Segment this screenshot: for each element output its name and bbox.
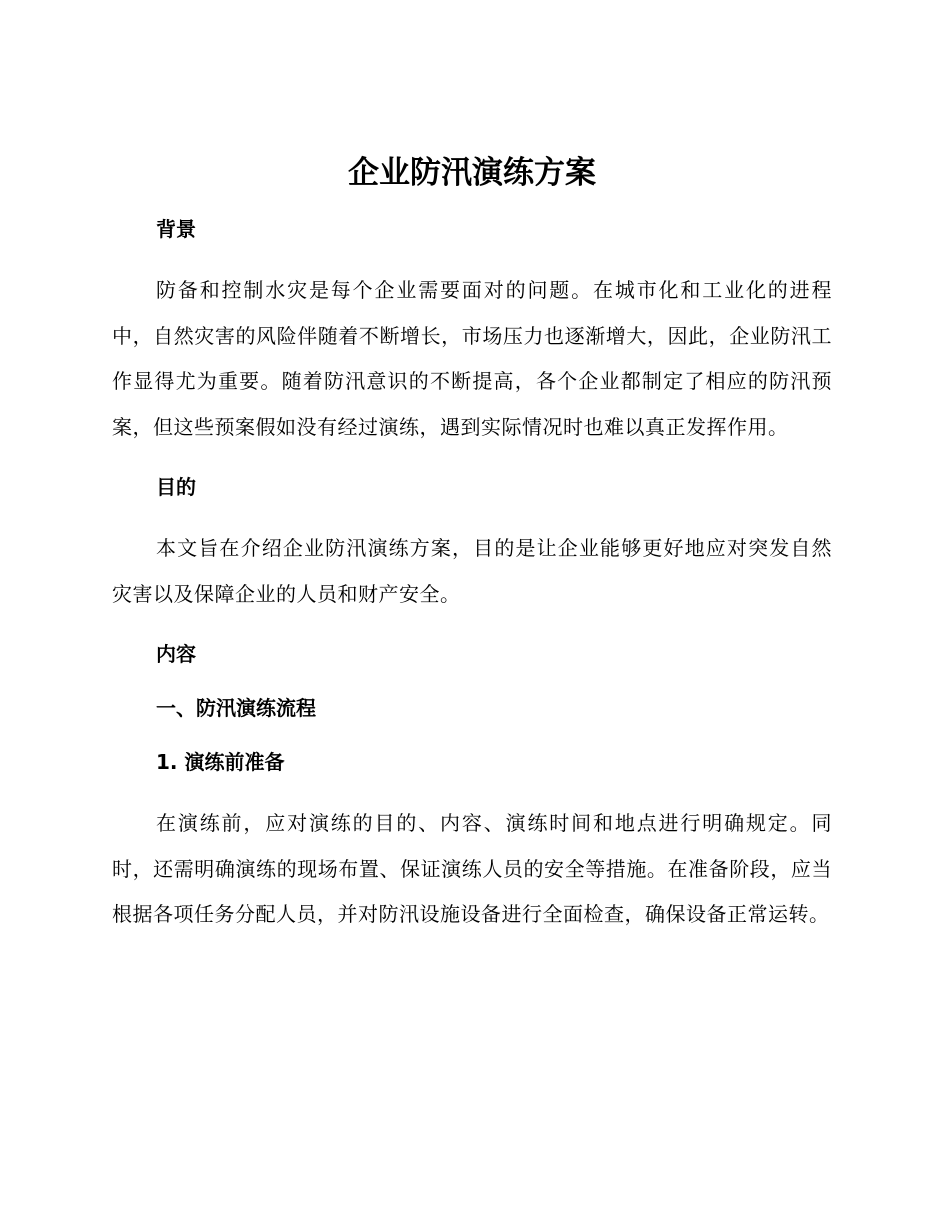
document-page <box>112 150 832 938</box>
document-title: 企业防汛演练方案 <box>348 155 596 191</box>
paragraph-background: 防备和控制水灾是每个企业需要面对的问题。在城市化和工业化的进程中，自然灾害的风险伴随着不断增长，市场压力也逐渐增大，因此，企业防汛工作显得尤为重要。随着防汛意识的不断提高，各个企业都制定了相应的防汛预案，但这些预案假如没有经过演练，遇到实际情况时也难以真正发挥作用。 <box>112 278 832 439</box>
paragraph-purpose: 本文旨在介绍企业防汛演练方案，目的是让企业能够更好地应对突发自然灾害以及保障企业的人员和财产安全。 <box>112 536 832 606</box>
paragraph-preparation: 在演练前，应对演练的目的、内容、演练时间和地点进行明确规定。同时，还需明确演练的现场布置、保证演练人员的安全等措施。在准备阶段，应当根据各项任务分配人员，并对防汛设施设备进行全面检查，确保设备正常运转。 <box>112 811 832 926</box>
section-heading-content: 内容 <box>156 642 196 666</box>
section-heading-purpose: 目的 <box>156 475 196 499</box>
subsection-heading-flow: 一、防汛演练流程 <box>156 696 316 720</box>
step-heading-preparation: 1. 演练前准备 <box>156 750 285 774</box>
section-heading-background: 背景 <box>156 217 196 241</box>
